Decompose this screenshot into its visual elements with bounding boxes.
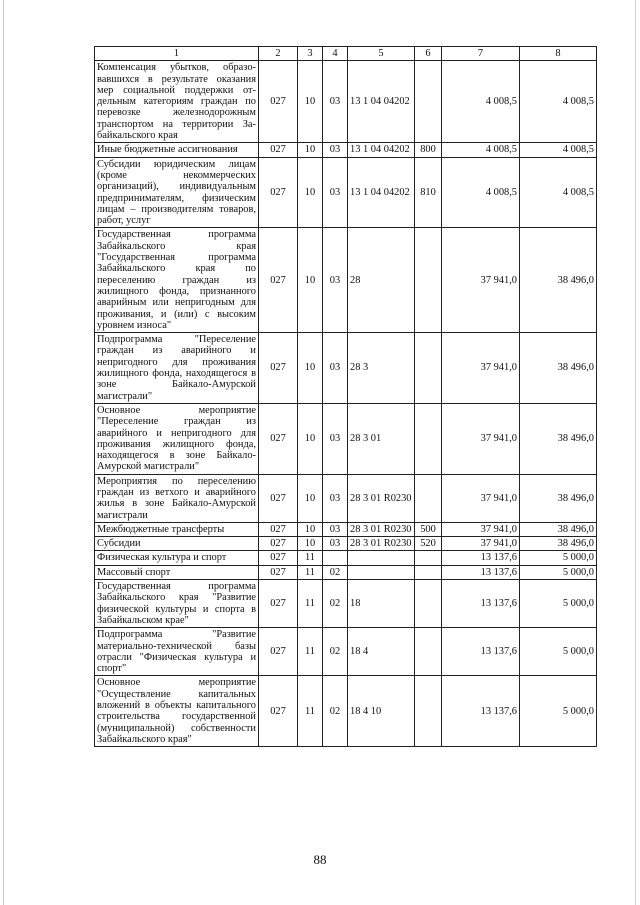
subsection-code-cell: 03 <box>323 61 348 143</box>
table-body <box>95 61 597 747</box>
section-code-cell: 10 <box>298 333 323 404</box>
expense-type-cell <box>415 676 442 747</box>
header-cell: 6 <box>415 47 442 61</box>
amount-year2-cell: 5 000,0 <box>520 676 597 747</box>
ministry-code-cell: 027 <box>259 522 298 536</box>
target-article-cell: 18 4 10 <box>348 676 415 747</box>
header-cell: 8 <box>520 47 597 61</box>
table-row <box>95 565 597 579</box>
amount-year1-cell: 13 137,6 <box>442 628 520 676</box>
target-article-cell: 13 1 04 04202 <box>348 61 415 143</box>
row-name-cell: Межбюджетные трансферты <box>95 522 259 536</box>
expense-type-cell: 810 <box>415 157 442 228</box>
ministry-code-cell: 027 <box>259 228 298 333</box>
header-row <box>95 47 597 61</box>
ministry-code-cell: 027 <box>259 403 298 474</box>
header-cell: 4 <box>323 47 348 61</box>
target-article-cell <box>348 551 415 565</box>
amount-year2-cell: 5 000,0 <box>520 565 597 579</box>
table-row <box>95 551 597 565</box>
page-edge-left <box>3 0 4 905</box>
row-name-cell: Мероприятия по переселению граждан из ветхого и аварийного жилья в зоне Байкало-Амурской магистрали <box>95 474 259 522</box>
table-row <box>95 474 597 522</box>
target-article-cell: 18 <box>348 580 415 628</box>
target-article-cell: 28 3 01 R0230 <box>348 474 415 522</box>
ministry-code-cell: 027 <box>259 628 298 676</box>
budget-table <box>94 46 597 747</box>
amount-year2-cell: 4 008,5 <box>520 61 597 143</box>
amount-year1-cell: 37 941,0 <box>442 474 520 522</box>
row-name-cell: Основное мероприятие "Осуществление капитальных вложений в объекты капитального строительства государственной (муниципальной) собственности Забайкальского края" <box>95 676 259 747</box>
target-article-cell: 28 3 01 R0230 <box>348 537 415 551</box>
table-row <box>95 580 597 628</box>
row-name-cell: Иные бюджетные ассигнования <box>95 143 259 157</box>
target-article-cell: 28 <box>348 228 415 333</box>
subsection-code-cell: 02 <box>323 676 348 747</box>
row-name-cell: Физическая культура и спорт <box>95 551 259 565</box>
amount-year2-cell: 5 000,0 <box>520 551 597 565</box>
header-cell: 5 <box>348 47 415 61</box>
subsection-code-cell: 02 <box>323 580 348 628</box>
amount-year1-cell: 13 137,6 <box>442 676 520 747</box>
table-row <box>95 676 597 747</box>
section-code-cell: 11 <box>298 676 323 747</box>
amount-year2-cell: 4 008,5 <box>520 143 597 157</box>
row-name-cell: Субсидии юридическим лицам (кроме некоммерческих организаций), индивидуальным предпринимателям, физическим лицам – производителям товаров, работ, услуг <box>95 157 259 228</box>
section-code-cell: 10 <box>298 228 323 333</box>
amount-year1-cell: 37 941,0 <box>442 228 520 333</box>
page-number: 88 <box>313 852 327 867</box>
section-code-cell: 10 <box>298 157 323 228</box>
amount-year1-cell: 4 008,5 <box>442 61 520 143</box>
row-name-cell: Государственная программа Забайкальского края "Государственная программа Забайкальского края по переселению граждан из жилищного фонда, признанного аварийным или непригодным для проживания, и (или) с высоким уровнем износа" <box>95 228 259 333</box>
table-row <box>95 333 597 404</box>
section-code-cell: 10 <box>298 474 323 522</box>
ministry-code-cell: 027 <box>259 537 298 551</box>
subsection-code-cell: 03 <box>323 522 348 536</box>
table-row <box>95 537 597 551</box>
table-row <box>95 628 597 676</box>
expense-type-cell <box>415 228 442 333</box>
expense-type-cell <box>415 551 442 565</box>
amount-year2-cell: 38 496,0 <box>520 474 597 522</box>
section-code-cell: 11 <box>298 551 323 565</box>
ministry-code-cell: 027 <box>259 580 298 628</box>
row-name-cell: Подпрограмма "Переселение граждан из аварийного и непригодного для проживания жилищного фонда, находящегося в зоне Байкало-Амурской магистрали" <box>95 333 259 404</box>
ministry-code-cell: 027 <box>259 157 298 228</box>
table-row <box>95 61 597 143</box>
expense-type-cell <box>415 628 442 676</box>
expense-type-cell: 520 <box>415 537 442 551</box>
subsection-code-cell: 03 <box>323 228 348 333</box>
table-row <box>95 522 597 536</box>
amount-year2-cell: 38 496,0 <box>520 537 597 551</box>
amount-year1-cell: 4 008,5 <box>442 157 520 228</box>
header-cell: 7 <box>442 47 520 61</box>
subsection-code-cell: 03 <box>323 474 348 522</box>
amount-year1-cell: 13 137,6 <box>442 580 520 628</box>
ministry-code-cell: 027 <box>259 61 298 143</box>
amount-year2-cell: 5 000,0 <box>520 628 597 676</box>
amount-year1-cell: 37 941,0 <box>442 333 520 404</box>
expense-type-cell: 800 <box>415 143 442 157</box>
amount-year2-cell: 38 496,0 <box>520 403 597 474</box>
subsection-code-cell: 02 <box>323 628 348 676</box>
amount-year2-cell: 38 496,0 <box>520 228 597 333</box>
section-code-cell: 10 <box>298 143 323 157</box>
subsection-code-cell: 03 <box>323 157 348 228</box>
target-article-cell: 13 1 04 04202 <box>348 157 415 228</box>
table-row <box>95 228 597 333</box>
amount-year1-cell: 37 941,0 <box>442 403 520 474</box>
ministry-code-cell: 027 <box>259 565 298 579</box>
amount-year2-cell: 4 008,5 <box>520 157 597 228</box>
ministry-code-cell: 027 <box>259 474 298 522</box>
subsection-code-cell: 03 <box>323 143 348 157</box>
expense-type-cell <box>415 61 442 143</box>
row-name-cell: Основное мероприятие "Переселение граждан из аварийного и непригодного для проживания жилищного фонда, находящегося в зоне Байкало-Амурской магистрали" <box>95 403 259 474</box>
section-code-cell: 10 <box>298 61 323 143</box>
expense-type-cell <box>415 474 442 522</box>
amount-year2-cell: 38 496,0 <box>520 522 597 536</box>
ministry-code-cell: 027 <box>259 676 298 747</box>
expense-type-cell <box>415 565 442 579</box>
ministry-code-cell: 027 <box>259 551 298 565</box>
amount-year1-cell: 37 941,0 <box>442 537 520 551</box>
amount-year2-cell: 5 000,0 <box>520 580 597 628</box>
expense-type-cell <box>415 333 442 404</box>
header-cell: 3 <box>298 47 323 61</box>
row-name-cell: Подпрограмма "Развитие материально-технической базы отрасли "Физическая культура и спорт" <box>95 628 259 676</box>
target-article-cell: 28 3 <box>348 333 415 404</box>
amount-year1-cell: 13 137,6 <box>442 565 520 579</box>
section-code-cell: 10 <box>298 403 323 474</box>
target-article-cell: 13 1 04 04202 <box>348 143 415 157</box>
table-row <box>95 403 597 474</box>
header-cell: 2 <box>259 47 298 61</box>
row-name-cell: Государственная программа Забайкальского края "Развитие физической культуры и спорта в Забайкальском крае" <box>95 580 259 628</box>
amount-year1-cell: 4 008,5 <box>442 143 520 157</box>
subsection-code-cell: 02 <box>323 565 348 579</box>
expense-type-cell: 500 <box>415 522 442 536</box>
expense-type-cell <box>415 403 442 474</box>
table-row <box>95 157 597 228</box>
target-article-cell: 18 4 <box>348 628 415 676</box>
table-row <box>95 143 597 157</box>
section-code-cell: 10 <box>298 522 323 536</box>
header-cell: 1 <box>95 47 259 61</box>
ministry-code-cell: 027 <box>259 333 298 404</box>
target-article-cell <box>348 565 415 579</box>
amount-year2-cell: 38 496,0 <box>520 333 597 404</box>
row-name-cell: Компенсация убытков, образо-вавшихся в результате оказания мер социальной поддержки от-дельным категориям граждан по перевозке железнодорожным транспортом на территории За-байкальского края <box>95 61 259 143</box>
amount-year1-cell: 37 941,0 <box>442 522 520 536</box>
page-edge-right <box>635 0 636 905</box>
ministry-code-cell: 027 <box>259 143 298 157</box>
amount-year1-cell: 13 137,6 <box>442 551 520 565</box>
row-name-cell: Массовый спорт <box>95 565 259 579</box>
section-code-cell: 11 <box>298 565 323 579</box>
subsection-code-cell: 03 <box>323 333 348 404</box>
section-code-cell: 11 <box>298 580 323 628</box>
subsection-code-cell: 03 <box>323 403 348 474</box>
section-code-cell: 11 <box>298 628 323 676</box>
expense-type-cell <box>415 580 442 628</box>
target-article-cell: 28 3 01 <box>348 403 415 474</box>
target-article-cell: 28 3 01 R0230 <box>348 522 415 536</box>
row-name-cell: Субсидии <box>95 537 259 551</box>
section-code-cell: 10 <box>298 537 323 551</box>
subsection-code-cell: 03 <box>323 537 348 551</box>
subsection-code-cell <box>323 551 348 565</box>
